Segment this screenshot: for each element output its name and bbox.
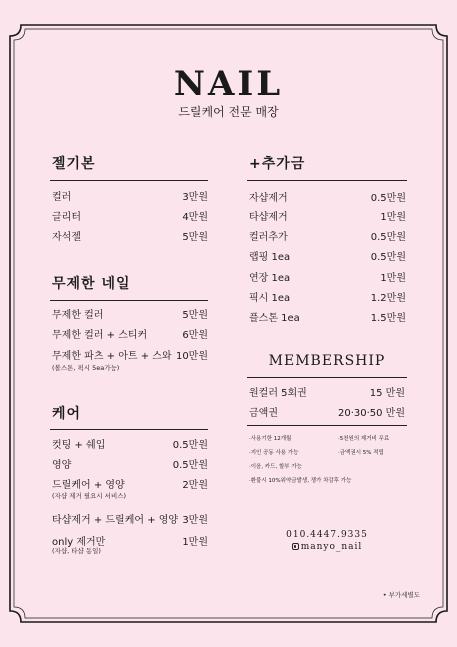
menu-item: 연장 1ea 1만원 bbox=[249, 273, 406, 284]
membership-note: ·이음, 카드, 할부 가능 bbox=[249, 464, 302, 470]
menu-item-note: (볼스톤, 픽시 5ea가능) bbox=[52, 364, 120, 372]
menu-item: 픽시 1ea 1.2만원 bbox=[249, 293, 406, 304]
menu-item: only 제거만 1만원 bbox=[52, 537, 208, 548]
menu-item: 타샵제거 + 드릴케어 + 영양 3만원 bbox=[52, 515, 208, 526]
membership-note: ·사용기한 12개월 bbox=[249, 436, 292, 442]
membership-title: MEMBERSHIP bbox=[268, 353, 386, 369]
menu-item: 자석젤 5만원 bbox=[52, 232, 208, 243]
membership-item: 금액권 20·30·50 만원 bbox=[249, 408, 405, 419]
section-divider bbox=[50, 300, 208, 301]
menu-item: 플스톤 1ea 1.5만원 bbox=[249, 313, 406, 324]
menu-item: 글리터 4만원 bbox=[52, 212, 208, 223]
menu-item: 영양 0.5만원 bbox=[52, 460, 208, 471]
section-title-extra: +추가금 bbox=[249, 156, 306, 172]
membership-note: ·환불시 10%위약금발생, 쟁가 차감후 가능 bbox=[249, 478, 352, 484]
section-title-care: 케어 bbox=[52, 406, 82, 422]
section-divider bbox=[50, 180, 208, 181]
section-divider bbox=[247, 425, 407, 426]
menu-item: 드릴케어 + 영양 2만원 bbox=[52, 480, 208, 491]
menu-item-note: (자샵 제거 필요시 서비스) bbox=[52, 492, 127, 500]
instagram-handle: manyo_nail bbox=[300, 542, 363, 552]
menu-item-note: (자샵, 타샵 동일) bbox=[52, 547, 101, 555]
section-divider bbox=[50, 429, 208, 430]
menu-item: 무제한 파츠 + 아트 + 스와 10만원 bbox=[52, 351, 208, 362]
contact-instagram bbox=[247, 542, 407, 553]
menu-item: 컬러추가 0.5만원 bbox=[249, 232, 406, 243]
menu-item: 랩핑 1ea 0.5만원 bbox=[249, 252, 406, 263]
contact-phone: 010.4447.9335 bbox=[286, 530, 368, 540]
membership-note: ·금액권시 5% 적립 bbox=[338, 450, 384, 456]
section-divider bbox=[247, 180, 407, 181]
instagram-icon bbox=[292, 543, 299, 550]
section-divider bbox=[247, 377, 407, 378]
section-title-gel: 젤기본 bbox=[52, 156, 96, 172]
menu-item: 무제한 컬러 5만원 bbox=[52, 310, 208, 321]
menu-item: 컷팅 + 쉐입 0.5만원 bbox=[52, 440, 208, 451]
membership-note: ·5천원의 제거비 무료 bbox=[338, 436, 390, 442]
menu-item: 타샵제거 1만원 bbox=[249, 212, 406, 223]
section-title-unlimited: 무제한 네일 bbox=[52, 276, 131, 292]
membership-item: 원컬러 5회권 15 만원 bbox=[249, 388, 405, 399]
menu-item: 자샵제거 0.5만원 bbox=[249, 193, 406, 204]
vat-note: • 부가세별도 bbox=[382, 591, 420, 599]
menu-item: 컬러 3만원 bbox=[52, 192, 208, 203]
page-title: NAIL bbox=[173, 64, 284, 104]
menu-item: 무제한 컬러 + 스티커 6만원 bbox=[52, 330, 208, 341]
membership-note: ·지인 공동 사용 가능 bbox=[249, 450, 299, 456]
page-subtitle: 드릴케어 전문 매장 bbox=[178, 105, 279, 119]
